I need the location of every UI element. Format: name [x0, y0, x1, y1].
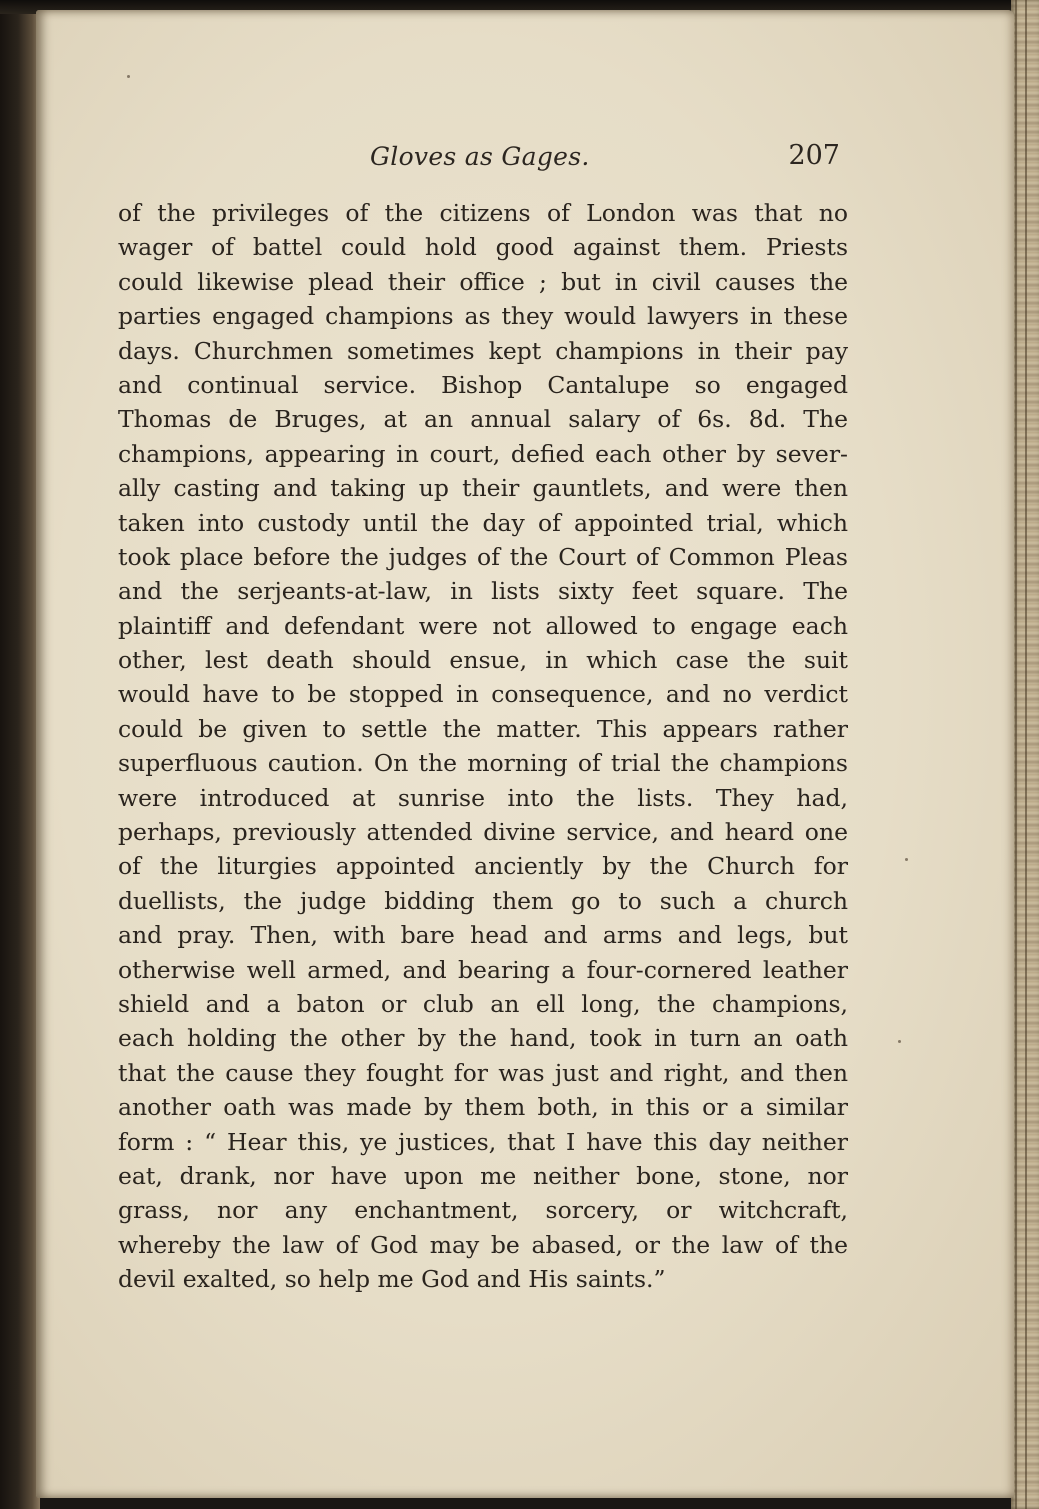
text-line: and pray. Then, with bare head and arms and legs, but — [118, 921, 848, 950]
text-line: wager of battel could hold good against them. Priests — [118, 233, 848, 262]
text-line: perhaps, previously attended divine service, and heard one — [118, 818, 848, 847]
text-line: would have to be stopped in consequence, and no verdict — [118, 680, 848, 709]
text-line: that the cause they fought for was just and right, and then — [118, 1058, 848, 1087]
text-line: ally casting and taking up their gauntlets, and were then — [118, 474, 848, 503]
fore-edge-line — [1025, 0, 1027, 1509]
text-line: other, lest death should ensue, in which case the suit — [118, 646, 848, 675]
text-line: could likewise plead their office ; but in civil causes the — [118, 267, 848, 296]
text-line: superfluous caution. On the morning of trial the champions — [118, 749, 848, 778]
text-line: of the liturgies appointed anciently by the Church for — [118, 852, 848, 881]
paper-speck — [898, 1040, 901, 1043]
text-line: and continual service. Bishop Cantalupe so engaged — [118, 370, 848, 399]
text-line: took place before the judges of the Court of Common Pleas — [118, 542, 848, 571]
text-line: of the privileges of the citizens of London was that no — [118, 199, 848, 227]
text-line: each holding the other by the hand, took in turn an oath — [118, 1024, 848, 1053]
text-line: otherwise well armed, and bearing a four-cornered leather — [118, 955, 848, 984]
running-head: Gloves as Gages. — [370, 142, 590, 171]
text-line: grass, nor any enchantment, sorcery, or witchcraft, — [118, 1196, 848, 1225]
fore-edge-line — [1015, 0, 1017, 1509]
text-line: plaintiff and defendant were not allowed to engage each — [118, 611, 848, 640]
text-line: days. Churchmen sometimes kept champions in their pay — [118, 336, 848, 365]
text-line: champions, appearing in court, defied each other by sever- — [118, 439, 848, 468]
text-line: another oath was made by them both, in this or a similar — [118, 1093, 848, 1122]
text-line: eat, drank, nor have upon me neither bone, stone, nor — [118, 1161, 848, 1190]
text-line: duellists, the judge bidding them go to such a church — [118, 886, 848, 915]
body-text — [118, 196, 848, 1297]
paper-speck — [127, 75, 130, 78]
text-line: could be given to settle the matter. This appears rather — [118, 714, 848, 743]
page-number: 207 — [788, 140, 840, 171]
text-line: whereby the law of God may be abased, or the law of the — [118, 1230, 848, 1259]
text-line: shield and a baton or club an ell long, the champions, — [118, 989, 848, 1018]
text-line: and the serjeants-at-law, in lists sixty feet square. The — [118, 577, 848, 606]
text-line: form : “ Hear this, ye justices, that I have this day neither — [118, 1127, 848, 1156]
text-line: Thomas de Bruges, at an annual salary of 6s. 8d. The — [118, 405, 848, 434]
text-line: were introduced at sunrise into the lists. They had, — [118, 783, 848, 812]
text-line: parties engaged champions as they would lawyers in these — [118, 302, 848, 331]
page-header — [370, 140, 840, 180]
paper-speck — [905, 858, 908, 861]
text-line: devil exalted, so help me God and His saints.” — [118, 1265, 666, 1294]
text-line: taken into custody until the day of appointed trial, which — [118, 508, 848, 537]
book-binding-edge — [0, 0, 40, 1509]
